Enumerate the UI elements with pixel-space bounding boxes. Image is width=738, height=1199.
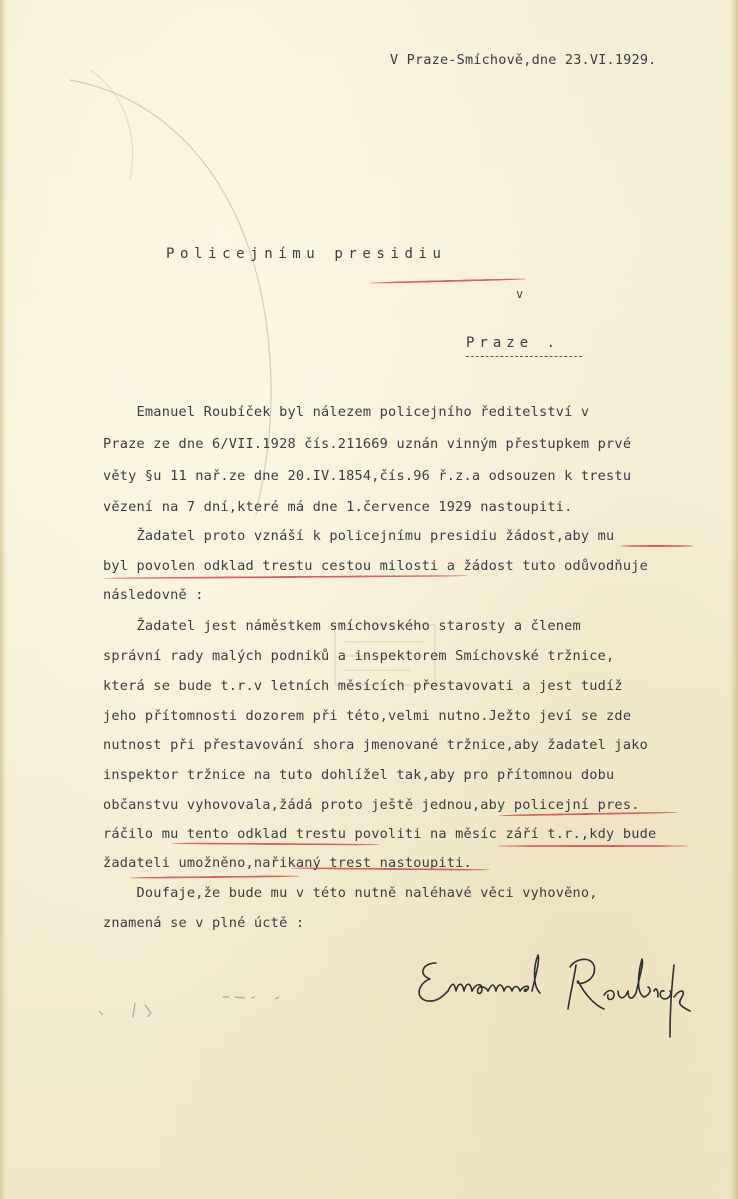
red-underline-addressee <box>370 278 526 284</box>
date-line: V Praze-Smíchově,dne 23.VI.1929. <box>390 52 657 68</box>
body-line-13: inspektor tržnice na tuto dohlížel tak,aby pro přítomnou dobu <box>103 767 615 783</box>
body-line-12: nutnost při přestavování shora jmenované tržnice,aby žadatel jako <box>103 737 648 753</box>
body-line-9: správní rady malých podniků a inspektorem Smíchovské tržnice, <box>103 648 615 664</box>
city: Praze . <box>466 335 561 351</box>
paper-edge-left <box>0 0 6 1199</box>
body-line-16: žadateli umožněno,nařikaný trest nastoupiti. <box>103 855 472 871</box>
body-line-17: Doufaje,že bude mu v této nutně naléhavé věci vyhověno, <box>103 885 598 901</box>
body-line-8: Žadatel jest náměstkem smíchovského starosty a členem <box>103 618 581 634</box>
body-line-5: Žadatel proto vznáší k policejnímu presidiu žádost,aby mu <box>103 528 615 544</box>
body-line-3: věty §u 11 nař.ze dne 20.IV.1854,čís.96 ř.z.a odsouzen k trestu <box>103 468 632 484</box>
body-line-7: následovně : <box>103 587 204 603</box>
faded-pencil-marks <box>95 995 295 1025</box>
addressee: Policejnímu presidiu <box>166 246 447 262</box>
body-line-15: ráčilo mu tento odklad trestu povoliti na měsíc září t.r.,kdy bude <box>103 826 657 842</box>
handwritten-signature <box>408 945 698 1045</box>
red-underline-umozneno <box>130 875 300 879</box>
body-line-4: vězení na 7 dní,které má dne 1.července 1929 nastoupiti. <box>103 499 573 515</box>
red-underline-povoliti <box>170 842 380 845</box>
body-line-1: Emanuel Roubíček byl nálezem policejního ředitelství v <box>103 404 590 420</box>
v-mark: v <box>516 287 524 301</box>
paper-edge-right <box>730 0 738 1199</box>
body-line-11: jeho přítomnosti dozorem při této,velmi nutno.Ježto jeví se zde <box>103 708 632 724</box>
body-line-18: znamená se v plné úctě : <box>103 915 305 931</box>
body-line-10: která se bude t.r.v letních měsících přestavovati a jest tudíž <box>103 678 623 694</box>
red-underline-kdy-bude <box>498 845 688 847</box>
body-line-2: Praze ze dne 6/VII.1928 čís.211669 uznán vinným přestupkem prvé <box>103 436 632 452</box>
red-underline-aby-mu <box>620 545 694 547</box>
red-underline-odklad <box>103 575 468 580</box>
city-underline <box>466 356 582 357</box>
body-line-6: byl povolen odklad trestu cestou milosti a žádost tuto odůvodňuje <box>103 558 648 574</box>
body-line-14: občanstvu vyhovovala,žádá proto ještě jednou,aby policejní pres. <box>103 797 640 813</box>
